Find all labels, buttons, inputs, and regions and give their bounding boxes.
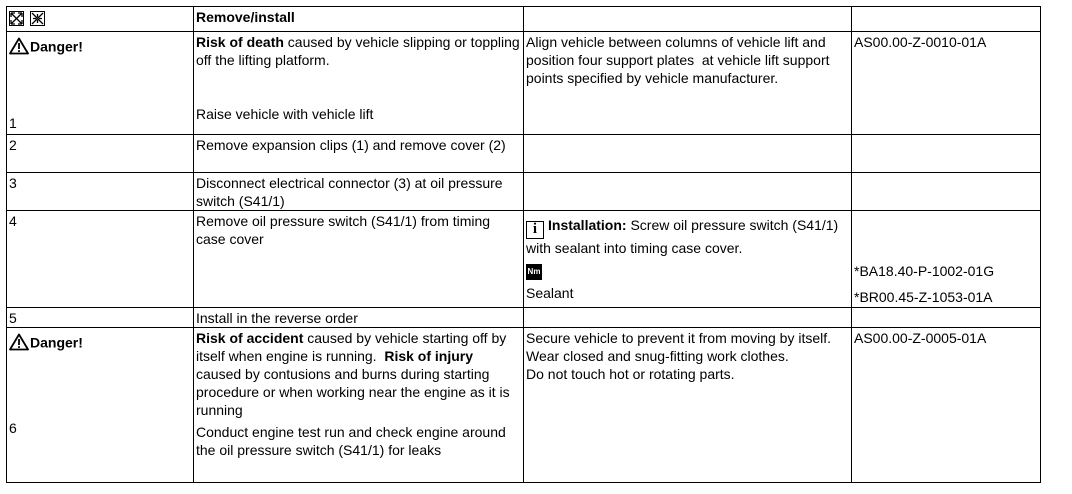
danger-ref-1: AS00.00-Z-0010-01A: [852, 32, 1041, 135]
risk-of-accident-text: caused by vehicle starting off by itself when engine is running.: [196, 330, 511, 364]
danger-cell-1: [7, 32, 194, 135]
step-text-5: Install in the reverse order: [194, 308, 524, 328]
step-text-2: Remove expansion clips (1) and remove cover (2): [194, 135, 524, 173]
info-icon: i: [526, 221, 544, 239]
danger-ref-2: AS00.00-Z-0005-01A: [852, 328, 1041, 483]
danger-risk-cell-2: [194, 328, 524, 483]
step-ref-5: [852, 308, 1041, 328]
step-row-4: [7, 211, 1041, 308]
danger-cell-2: [7, 328, 194, 483]
step-text-1: Raise vehicle with vehicle lift: [196, 106, 374, 122]
risk-of-death-label: Risk of death: [196, 34, 284, 50]
torque-nm-icon[interactable]: Nm: [526, 264, 542, 280]
sealant-ref-link[interactable]: *BR00.45-Z-1053-01A: [854, 289, 993, 305]
sealant-label: Sealant: [526, 285, 574, 302]
step-row-5: [7, 308, 1041, 328]
step-measure-3: [524, 173, 852, 211]
risk-of-injury-text: caused by contusions and burns during starting procedure or when working near the engine as it is running: [196, 348, 514, 418]
installation-label: Installation:: [548, 217, 627, 233]
step-number-4: 4: [7, 211, 194, 308]
warning-triangle-icon: [9, 37, 29, 59]
danger-label-1: Danger!: [30, 38, 83, 55]
step-text-6: Conduct engine test run and check engine around the oil pressure switch (S41/1) for leaks: [196, 424, 506, 458]
installation-note: [526, 216, 849, 257]
risk-of-injury-label: Risk of injury: [384, 348, 474, 364]
installation-text: Screw oil pressure switch (S41/1) with sealant into timing case cover.: [526, 217, 843, 256]
header-row: [7, 7, 1041, 32]
warning-triangle-icon: [9, 333, 29, 355]
step-row-3: [7, 173, 1041, 211]
danger-measure-1: Align vehicle between columns of vehicle lift and position four support plates at vehicle lift support points specified by vehicle manufacturer.: [524, 32, 852, 135]
header-cell-refs: [852, 7, 1041, 32]
step-number-2: 2: [7, 135, 194, 173]
step-measure-2: [524, 135, 852, 173]
header-cell-measures: [524, 7, 852, 32]
step-text-3: Disconnect electrical connector (3) at oil pressure switch (S41/1): [194, 173, 524, 211]
step-number-3: 3: [7, 173, 194, 211]
step-number-5: 5: [7, 308, 194, 328]
danger-row-1: [7, 32, 1041, 135]
danger-measures-2: [524, 328, 852, 483]
step-ref-2: [852, 135, 1041, 173]
torque-ref-link[interactable]: *BA18.40-P-1002-01G: [854, 263, 995, 279]
step-number-1: 1: [9, 115, 17, 131]
risk-of-accident-label: Risk of accident: [196, 330, 304, 346]
step-row-2: [7, 135, 1041, 173]
step-measure-5: [524, 308, 852, 328]
danger-measure-2c: Do not touch hot or rotating parts.: [526, 366, 735, 382]
step-note-4: [524, 211, 852, 308]
expand-icon[interactable]: [9, 11, 24, 26]
step-number-6: 6: [9, 420, 17, 436]
danger-measure-2a: Secure vehicle to prevent it from moving by itself.: [526, 330, 832, 346]
risk-of-death-text: caused by vehicle slipping or toppling off the lifting platform.: [196, 34, 524, 68]
danger-risk-cell-1: [194, 32, 524, 135]
danger-risk-text-2: [196, 329, 521, 419]
step-text-4: Remove oil pressure switch (S41/1) from timing case cover: [194, 211, 524, 308]
step-ref-4: [852, 211, 1041, 308]
procedure-table: [6, 6, 1041, 483]
danger-label-2: Danger!: [30, 334, 83, 351]
collapse-icon[interactable]: [30, 11, 45, 26]
step-ref-3: [852, 173, 1041, 211]
danger-measure-2b: Wear closed and snug-fitting work clothes.: [526, 348, 789, 364]
danger-row-2: [7, 328, 1041, 483]
header-icons-cell: [7, 7, 194, 32]
header-title: Remove/install: [194, 7, 524, 32]
danger-risk-text-1: [196, 33, 524, 69]
